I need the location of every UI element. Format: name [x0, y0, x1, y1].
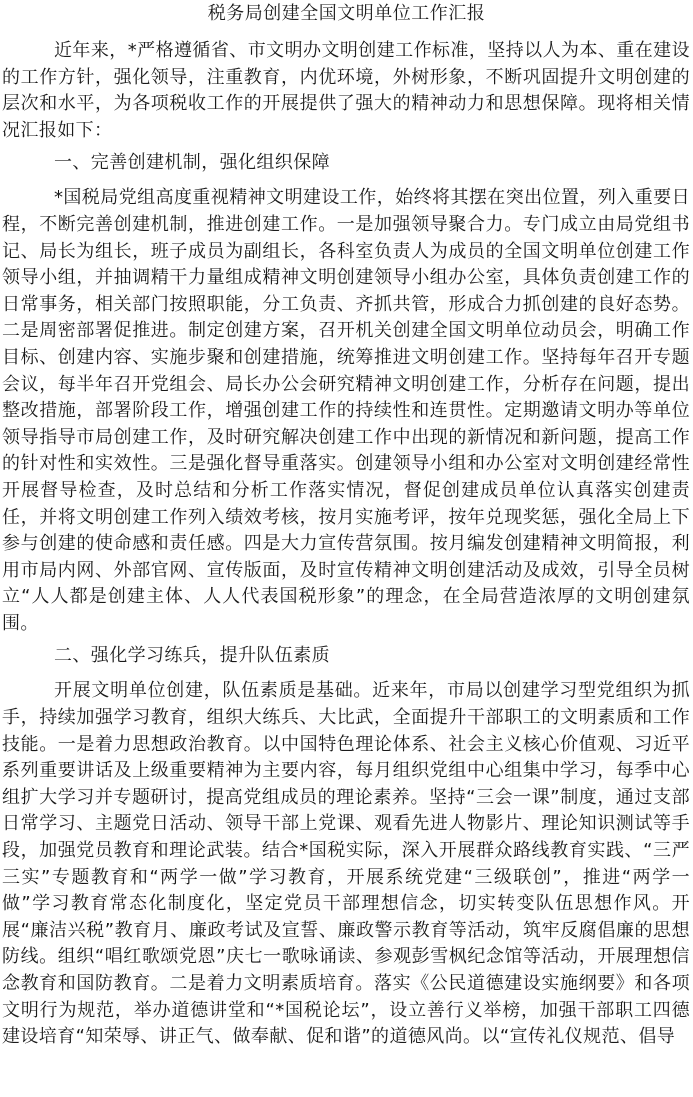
intro-paragraph: 近年来，*严格遵循省、市文明办文明创建工作标准，坚持以人为本、重在建设的工作方针，强化领导，注重教育，内优环境，外树形象，不断巩固提升文明创建的层次和水平，为各项税收工作的开展提供了强大的精神动力和思想保障。现将相关情况汇报如下：	[2, 40, 690, 141]
document-body	[2, 38, 690, 1051]
section-2-heading: 二、强化学习练兵，提升队伍素质	[54, 645, 330, 667]
document-title: 税务局创建全国文明单位工作汇报	[207, 3, 486, 24]
section-1-paragraph: *国税局党组高度重视精神文明建设工作，始终将其摆在突出位置，列入重要日程，不断完善创建机制，推进创建工作。一是加强领导聚合力。专门成立由局党组书记、局长为组长，班子成员为副组长，各科室负责人为成员的全国文明单位创建工作领导小组，并抽调精干力量组成精神文明创建领导小组办公室，具体负责创建工作的日常事务，相关部门按照职能，分工负责、齐抓共管，形成合力抓创建的良好态势。二是周密部署促推进。制定创建方案，召开机关创建全国文明单位动员会，明确工作目标、创建内容、实施步聚和创建措施，统筹推进文明创建工作。坚持每年召开专题会议，每半年召开党组会、局长办公会研究精神文明创建工作，分析存在问题，提出整改措施，部署阶段工作，增强创建工作的持续性和连贯性。定期邀请文明办等单位领导指导市局创建工作，及时研究解决创建工作中出现的新情况和新问题，提高工作的针对性和实效性。三是强化督导重落实。创建领导小组和办公室对文明创建经常性开展督导检查，及时总结和分析工作落实情况，督促创建成员单位认真落实创建责任，并将文明创建工作列入绩效考核，按月实施考评，按年兑现奖惩，强化全局上下参与创建的使命感和责任感。四是大力宣传营氛围。按月编发创建精神文明简报，利用市局内网、外部官网、宣传版面，及时宣传精神文明创建活动及成效，引导全员树立“人人都是创建主体、人人代表国税形象”的理念，在全局营造浓厚的文明创建氛围。	[2, 187, 690, 634]
section-1-heading: 一、完善创建机制，强化组织保障	[54, 152, 330, 174]
section-2-paragraph: 开展文明单位创建，队伍素质是基础。近来年，市局以创建学习型党组织为抓手，持续加强学习教育，组织大练兵、大比武，全面提升干部职工的文明素质和工作技能。一是着力思想政治教育。以中国特色理论体系、社会主义核心价值观、习近平系列重要讲话及上级重要精神为主要内容，每月组织党组中心组集中学习，每季中心组扩大学习并专题研讨，提高党组成员的理论素养。坚持“三会一课”制度，通过支部日常学习、主题党日活动、领导干部上党课、观看先进人物影片、理论知识测试等手段，加强党员教育和理论武装。结合*国税实际，深入开展群众路线教育实践、“三严三实”专题教育和“两学一做”学习教育，开展系统党建“三级联创”，推进“两学一做”学习教育常态化制度化，坚定党员干部理想信念，切实转变队伍思想作风。开展“廉洁兴税”教育月、廉政考试及宣誓、廉政警示教育等活动，筑牢反腐倡廉的思想防线。组织“唱红歌颂党恩”庆七一歌咏诵读、参观彭雪枫纪念馆等活动，开展理想信念教育和国防教育。二是着力文明素质培育。落实《公民道德建设实施纲要》和各项文明行为规范，举办道德讲堂和“*国税论坛”，设立善行义举榜，加强干部职工四德建设培育“知荣辱、讲正气、做奉献、促和谐”的道德风尚。以“宣传礼仪规范、倡导	[2, 680, 690, 1048]
